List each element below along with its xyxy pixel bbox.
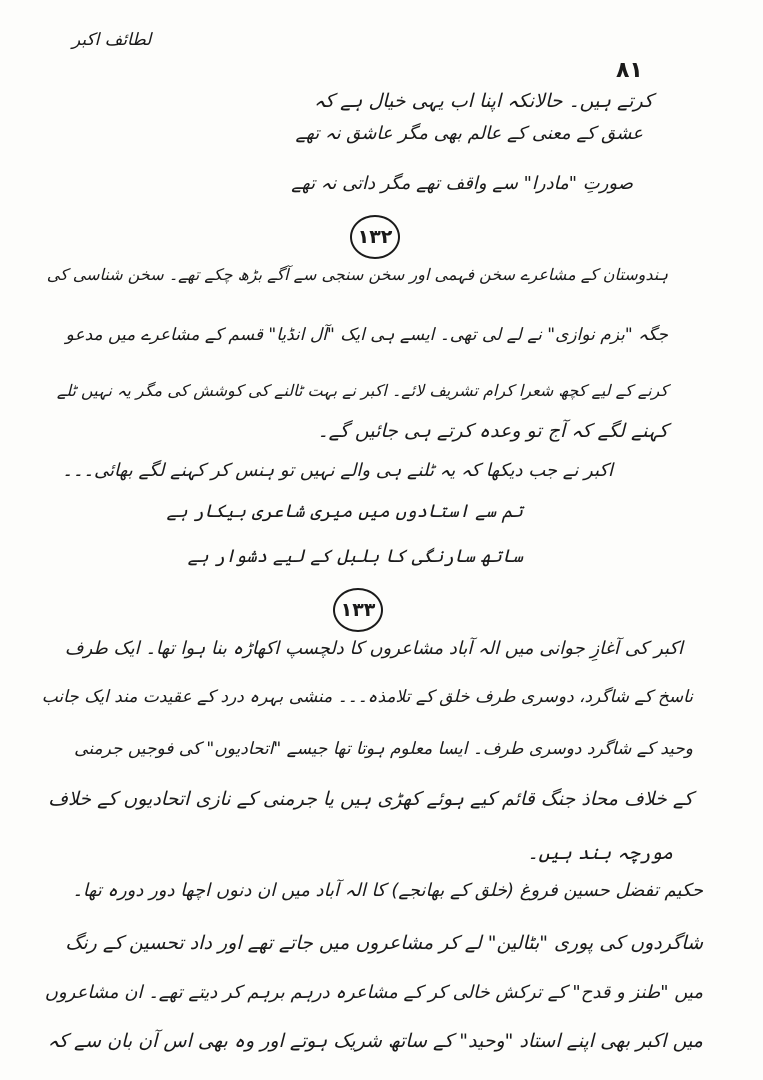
anecdote-133-line-4: کے خلاف محاذ جنگ قائم کیے ہوئے کھڑی ہیں یا جرمنی کے نازی اتحادیوں کے خلاف: [48, 788, 693, 810]
anecdote-132-line-3: کرنے کے لیے کچھ شعرا کرام تشریف لائے۔ اکبر نے بہت ٹالنے کی کوشش کی مگر یہ نہیں ٹلے: [56, 381, 668, 400]
anecdote-133-line-7: شاگردوں کی پوری "بٹالین" لے کر مشاعروں میں جاتے تھے اور داد تحسین کے رنگ: [65, 932, 703, 954]
anecdote-132-line-5: اکبر نے جب دیکھا کہ یہ ٹلنے ہی والے نہیں تو ہنس کر کہنے لگے بھائی۔۔۔: [62, 460, 613, 481]
anecdote-132-verse-1: تم سے استادوں میں میری شاعری بیکار ہے: [166, 501, 523, 522]
anecdote-133-line-5: مورچہ بند ہیں۔: [527, 842, 673, 864]
anecdote-133-line-8: میں "طنز و قدح" کے ترکش خالی کر کے مشاعرہ درہم برہم کر دیتے تھے۔ ان مشاعروں: [44, 982, 703, 1003]
anecdote-132-verse-2: ساتھ سارنگی کا بلبل کے لیے دشوار ہے: [187, 546, 523, 567]
anecdote-132-line-4: کہنے لگے کہ آج تو وعدہ کرتے ہی جائیں گے۔: [317, 420, 668, 442]
anecdote-133-line-9: میں اکبر بھی اپنے استاد "وحید" کے ساتھ شریک ہوتے اور وہ بھی اس آن بان سے کہ: [47, 1030, 703, 1052]
intro-verse-1: عشق کے معنی کے عالم بھی مگر عاشق نہ تھے: [295, 123, 643, 144]
intro-verse-2: صورتِ "مادرا" سے واقف تھے مگر داتی نہ تھے: [291, 173, 633, 194]
anecdote-133-line-6: حکیم تفضل حسین فروغ (خلق کے بھانجے) کا الہ آباد میں ان دنوں اچھا دور دورہ تھا۔: [72, 880, 703, 901]
anecdote-132-line-1: ہندوستان کے مشاعرے سخن فہمی اور سخن سنجی سے آگے بڑھ چکے تھے۔ سخن شناسی کی: [46, 265, 668, 284]
anecdote-133-line-1: اکبر کی آغازِ جوانی میں الہ آباد مشاعروں کا دلچسپ اکھاڑہ بنا ہوا تھا۔ ایک طرف: [64, 638, 683, 659]
anecdote-number-133: ۱۳۳: [333, 588, 383, 632]
running-header: لطائف اکبر: [72, 30, 152, 50]
anecdote-132-line-2: جگہ "بزم نوازی" نے لے لی تھی۔ ایسے ہی ایک "آل انڈیا" قسم کے مشاعرے میں مدعو: [65, 325, 668, 345]
anecdote-133-line-2: ناسخ کے شاگرد، دوسری طرف خلق کے تلامذہ۔۔۔ منشی بہرہ درد کے عقیدت مند ایک جانب: [41, 687, 693, 707]
anecdote-133-line-3: وحید کے شاگرد دوسری طرف۔ ایسا معلوم ہوتا تھا جیسے "اتحادیوں" کی فوجیں جرمنی: [74, 739, 693, 759]
page-number: ۸۱: [616, 58, 643, 83]
anecdote-number-132: ۱۳۲: [350, 215, 400, 259]
intro-line: کرتے ہیں۔ حالانکہ اپنا اب یہی خیال ہے کہ: [313, 90, 653, 112]
